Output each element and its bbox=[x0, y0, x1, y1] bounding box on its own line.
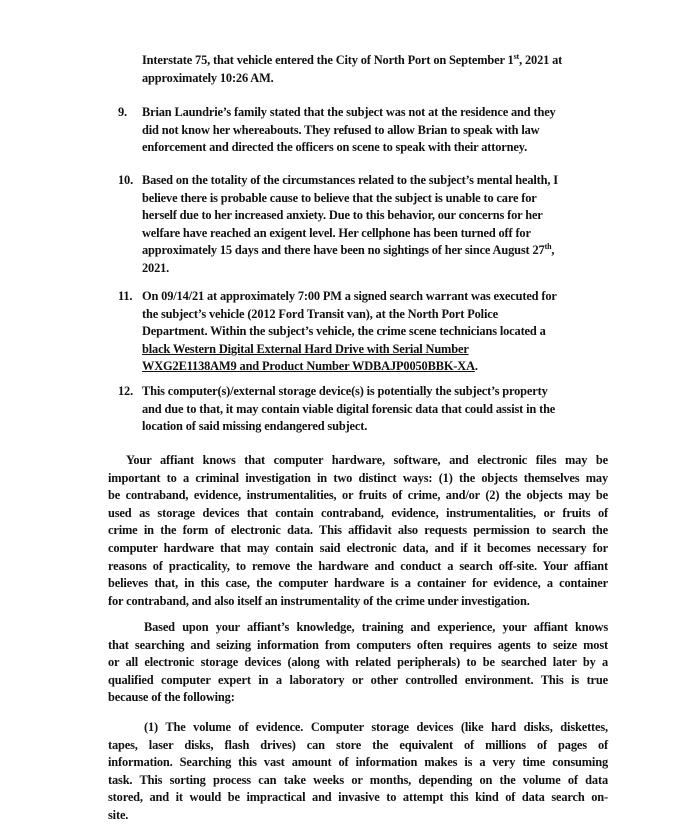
paragraph-line: Your affiant knows that computer hardware, software, and electronic files may be bbox=[126, 453, 608, 467]
paragraph-line: important to a criminal investigation in two distinct ways: (1) the objects themselves may bbox=[108, 470, 608, 485]
paragraph-line: information. Searching this vast amount of information makes is a very time consuming bbox=[108, 755, 608, 770]
item-line: On 09/14/21 at approximately 7:00 PM a signed search warrant was executed for bbox=[142, 289, 557, 303]
paragraph-line: or all electronic storage devices (along with related peripherals) to be searched later by a bbox=[108, 655, 608, 670]
item-number: 10. bbox=[118, 173, 134, 187]
item-line: did not know her whereabouts. They refused to allow Brian to speak with law bbox=[142, 122, 540, 137]
intro-line-2: approximately 10:26 AM. bbox=[142, 70, 274, 85]
paragraph-line: that searching and seizing information from computers often requires agents to seize most bbox=[108, 637, 608, 652]
item-line: Brian Laundrie’s family stated that the subject was not at the residence and they bbox=[142, 105, 556, 119]
paragraph-affiant-knows bbox=[108, 452, 608, 610]
item-line: 2021. bbox=[142, 260, 170, 275]
paragraph-based-upon bbox=[108, 619, 608, 707]
numbered-item-11 bbox=[118, 288, 608, 376]
paragraph-line: computer hardware that may contain said electronic data, and if it becomes necessary for bbox=[108, 540, 608, 555]
paragraph-line: used as storage devices that contain contraband, evidence, instrumentalities, or fruits of bbox=[108, 505, 608, 520]
item-line: welfare have reached an exigent level. Her cellphone has been turned off for bbox=[142, 225, 531, 240]
serial-product-line: WXG2E1138AM9 and Product Number WDBAJP0050BBK-XA. bbox=[142, 359, 478, 374]
numbered-item-9 bbox=[118, 104, 608, 157]
paragraph-line: believes that, in this case, the computer hardware is a container for evidence, a container bbox=[108, 576, 608, 591]
item-line: location of said missing endangered subject. bbox=[142, 419, 368, 434]
paragraph-line: (1) The volume of evidence. Computer storage devices (like hard disks, diskettes, bbox=[144, 720, 608, 734]
paragraph-volume-of-evidence bbox=[108, 719, 608, 825]
item-number: 9. bbox=[118, 105, 127, 119]
paragraph-line: for contraband, and also itself an instrumentality of the crime under investigation. bbox=[108, 593, 530, 608]
intro-continuation bbox=[142, 52, 604, 87]
hard-drive-description: black Western Digital External Hard Drive with Serial Number bbox=[142, 341, 469, 356]
item-number: 12. bbox=[118, 384, 134, 398]
paragraph-line: Based upon your affiant’s knowledge, training and experience, your affiant knows bbox=[144, 620, 608, 634]
item-line: enforcement and directed the officers on scene to speak with their attorney. bbox=[142, 140, 528, 155]
item-line: and due to that, it may contain viable digital forensic data that could assist in the bbox=[142, 401, 556, 416]
item-line: Department. Within the subject’s vehicle, the crime scene technicians located a bbox=[142, 324, 546, 339]
item-line: the subject’s vehicle (2012 Ford Transit van), at the North Port Police bbox=[142, 306, 498, 321]
paragraph-line: reasons of practicality, to remove the hardware and conduct a search off-site. Your affiant bbox=[108, 558, 608, 573]
paragraph-line: qualified computer expert in a laboratory or other controlled environment. This is true bbox=[108, 672, 608, 687]
item-line: herself due to her increased anxiety. Due to this behavior, our concerns for her bbox=[142, 208, 543, 223]
item-line: believe there is probable cause to believe that the subject is unable to care for bbox=[142, 190, 537, 205]
item-number: 11. bbox=[118, 289, 133, 303]
paragraph-line: crime in the form of electronic data. This affidavit also requests permission to search the bbox=[108, 523, 608, 538]
paragraph-line: because of the following: bbox=[108, 690, 235, 705]
numbered-item-12 bbox=[118, 383, 608, 436]
paragraph-line: be contraband, evidence, instrumentalities, or fruits of crime, and/or (2) the objects may be bbox=[108, 488, 608, 503]
item-line: approximately 15 days and there have been no sightings of her since August 27th, bbox=[142, 242, 555, 258]
item-line: Based on the totality of the circumstances related to the subject’s mental health, I bbox=[142, 173, 558, 187]
paragraph-line: tapes, laser disks, flash drives) can store the equivalent of millions of pages of bbox=[108, 737, 608, 752]
numbered-item-10 bbox=[118, 172, 608, 278]
item-line: This computer(s)/external storage device(s) is potentially the subject’s property bbox=[142, 384, 548, 398]
serial-product-numbers: WXG2E1138AM9 and Product Number WDBAJP0050BBK-XA bbox=[142, 359, 475, 374]
intro-line-1: Interstate 75, that vehicle entered the City of North Port on September 1st, 2021 at bbox=[142, 52, 563, 67]
paragraph-line: task. This sorting process can take weeks or months, depending on the volume of data bbox=[108, 772, 608, 787]
paragraph-line: site. bbox=[108, 807, 129, 822]
paragraph-line: stored, and it would be impractical and invasive to attempt this kind of data search on- bbox=[108, 790, 608, 805]
